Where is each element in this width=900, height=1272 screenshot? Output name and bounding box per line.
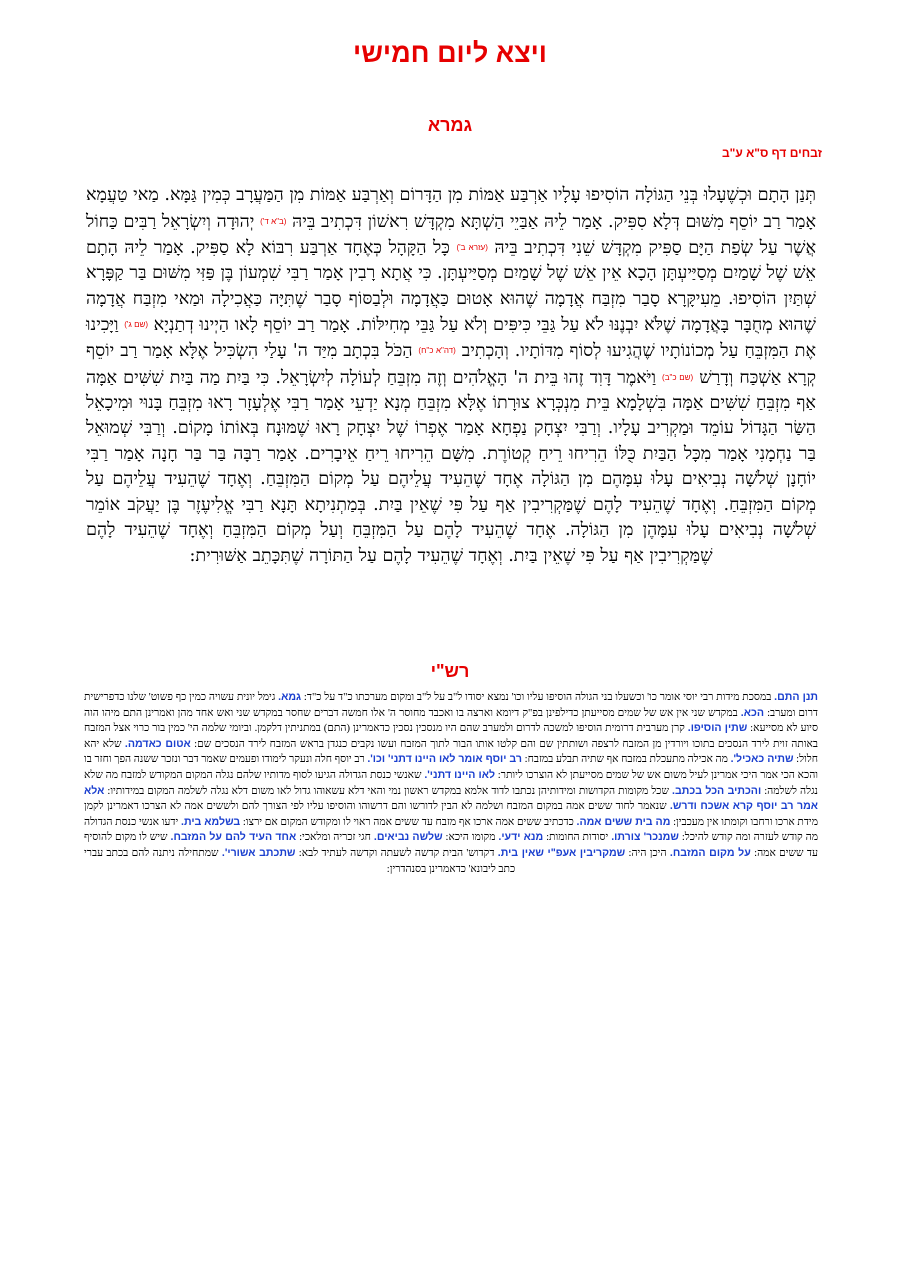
rashi-comment: גימל יונית עשויה כמין כף פשוט' שלנו כדפרישית דרום ומערב: [84,692,818,719]
verse-reference: (שם כ"ב) [662,372,694,382]
dibbur-hamaschil: והכתיב הכל בכתב. [672,784,762,797]
page-title: ויצא ליום חמישי [353,38,547,68]
rashi-comment: מה אכילה מתעכלת במזבח אף שתיה תבלע במזבח: [521,754,731,766]
verse-reference: (דה"א כ"ח) [418,346,456,356]
rashi-comment: יסודות החומות: [543,832,612,844]
rashi-comment: שיש לו מקום להוסיף עד ששים אמה: [84,832,818,859]
gemara-heading: גמרא [427,115,473,135]
gemara-segment: כָּל הַקָּהָל כְּאֶחָד אַרְבַּע רִבּוֹא לָא סַפִּיק. אָמַר לֵיהּ הָתָם אֵשׁ שֶׁל שָׁמַיִם מְסַיַּיעְתָּן הָכָא אֵין אֵשׁ שֶׁל שָׁמַיִם מְסַיַּיעְתָּן. כִּי אֲתָא רָבִין אָמַר רַבִּי שִׁמְעוֹן בֶּן פַּזִּי מִשּׁוּם בַּר קַפָּרָא שְׁתַּיִן הוֹסִיפוּ. מֵעִיקָּרָא סָבַר מִזְבַּח אֲדָמָה שֶׁהוּא אָטוּם כַּאֲדָמָה וּלְבַסּוֹף סָבַר שֶׁתִּיָּה כַּאֲכִילָה וּמַאי מִזְבַּח אֲדָמָה שֶׁהוּא מְחֻבָּר בָּאֲדָמָה שֶׁלֹּא יִבְנֶנּוּ לֹא עַל גַּבֵּי כִּיפִּים וְלֹא עַל גַּבֵּי מְחִילּוֹת. אָמַר רַב יוֹסֵף לָאו הַיְינוּ דְתַנְיָא [86,237,817,335]
rashi-heading: רש"י [430,661,470,681]
verse-reference: (שם ג') [124,320,149,329]
gemara-segment: תְּנַן הָתָם וּכְשֶׁעָלוּ בְּנֵי הַגּוֹלָה הוֹסִיפוּ עָלָיו אַרְבַּע אַמּוֹת מִן הַדָּרוֹם וְאַרְבַּע אַמּוֹת מִן הַמַּעֲרָב כְּמִין גַּמָּא. מַאי טַעֲמָא אָמַר רַב יוֹסֵף מִשּׁוּם דְּלָא סִפִּיק. אָמַר לֵיהּ אַבַּיֵי הַשְׁתָּא מִקְדָּשׁ רִאשׁוֹן דִּכְתִיב בֵּיהּ [86,185,817,232]
dibbur-hamaschil: לאו היינו דתני'. [424,768,495,781]
rashi-comment: מקומו היכא: [442,832,499,844]
rashi-comment: כדכתיב ששים אמה ארכו אף מזבח עד ששים אמה ראוי לו ומקודש המקום אם ירצו: [240,816,577,828]
dibbur-hamaschil: אלא אמר רב יוסף קרא אשכח ודרש. [84,784,818,813]
dibbur-hamaschil: אחד העיד להם על המזבח. [170,831,297,844]
dibbur-hamaschil: גמא. [278,691,302,703]
verse-reference: (עזרא ב') [456,242,488,252]
verse-reference: (ב"א ד') [260,216,287,226]
dibbur-hamaschil: רב יוסף אומר לאו היינו דתני' וכו'. [367,753,522,766]
rashi-comment: שכל מקומות הקדושות ומידותיהן נכתבו לדוד אלמא במקדש ראשון נמי והאי דלא עשאוהו גדול לאו משום דלא נגלה לשלמה המקום במידותיו: [104,785,673,797]
dibbur-hamaschil: שמנכר' צורתו. [611,831,679,844]
rashi-comment: שמתחילה ניתנה להם בכתב עברי כתב ליבונא' כדאמרינן בסנהדרין: [84,847,516,875]
gemara-segment: וַיֹּאמֶר דָּוִד זֶהוּ בֵּית ה' הָאֱלֹהִים וְזֶה מִזְבֵּחַ לְעוֹלָה לְיִשְׂרָאֵל. כִּי בַּיִת מַה בַּיִת שִׁשִּׁים אַמָּה אַף מִזְבֵּחַ שִׁשִּׁים אַמָּה בִּשְׁלָמָא בֵּית מִנְכְּרָא צוּרָתוֹ אֶלָּא מִזְבֵּחַ מְנָא יַדְעֵי אָמַר רַבִּי אֶלְעָזָר רָאוּ מִזְבֵּחַ בָּנוּי וּמִיכָאֵל הַשַּׂר הַגָּדוֹל עוֹמֵד וּמַקְרִיב עָלָיו. וְרַבִּי יִצְחָק נַפְחָא אָמַר אֶפְרוֹ שֶׁל יִצְחָק רָאוּ שֶׁמּוּנָח בְּאוֹתוֹ מָקוֹם. וְרַבִּי שְׁמוּאֵל בַּר נַחְמָנִי אָמַר מִכָּל הַבַּיִת כֻּלּוֹ הֵרִיחוּ רֵיחַ קְטוֹרֶת. מִשָּׁם הֵרִיחוּ רֵיחַ אֵיבָרִים. אָמַר רַבָּה בַּר בַּר חָנָה אָמַר רַבִּי יוֹחָנָן שְׁלֹשָׁה נְבִיאִים עָלוּ עִמָּהֶם מִן הַגּוֹלָה אֶחָד שֶׁהֵעִיד עֲלֵיהֶם עַל מְקוֹם הַמִּזְבֵּחַ. וְאֶחָד שֶׁהֵעִיד עֲלֵיהֶם עַל מְקוֹם הַמִּזְבֵּחַ. וְאֶחָד שֶׁהֵעִיד לָהֶם שֶׁמַּקְרִיבִין אַף עַל פִּי שֶׁאֵין בַּיִת. בְּמַתְנִיתָא תָּנָא רַבִּי אֱלִיעֶזֶר בֶּן יַעֲקֹב אוֹמֵר שְׁלֹשָׁה נְבִיאִים עָלוּ עִמָּהֶן מִן הַגּוֹלָה. אֶחָד שֶׁהֵעִיד לָהֶם עַל הַמִּזְבֵּחַ וְעַל מְקוֹם הַמִּזְבֵּחַ וְאֶחָד שֶׁהֵעִיד לָהֶם שֶׁמַּקְרִיבִין אַף עַל פִּי שֶׁאֵין בַּיִת. וְאֶחָד שֶׁהֵעִיד לָהֶם עַל הַתּוֹרָה שֶׁתִּכָּתֵב אַשּׁוּרִית: [86,367,816,566]
dibbur-hamaschil: הכא. [740,706,764,719]
dibbur-hamaschil: על מקום המזבח. [669,846,751,859]
rashi-comment: במסכת מידות רבי יוסי אומר כו' וכשעלו בני הגולה הוסיפו עליו וכו' נמצא יסודו ל"ב על ל"ב ומקום מערכתו כ"ד על כ"ד: [301,692,775,703]
rashi-comment: שלא יהא חלול: [84,738,818,766]
dibbur-hamaschil: שתין הוסיפו. [687,722,748,735]
rashi-comment: שאנשי כנסת הגדולה הגיעו לסוף מדותיו שלהם נגלה המקום המקודש למזבח מה שלא נגלה לשלמה: [84,769,819,797]
rashi-comment: דקדוש' הבית קדשה לשעתה וקדשה לעתיד לבא: [295,847,498,859]
dibbur-hamaschil: מה בית ששים אמה. [576,815,671,828]
rashi-comment: היכן היה: [625,847,670,859]
dibbur-hamaschil: שתיה כאכיל'. [730,753,794,766]
dibbur-hamaschil: תנן התם. [774,691,818,703]
rashi-comment: רב יוסף חלה ונעקר לימודו ופעמים שאמר דבר ונזכר ששנה הפך וחזר בו והכא הכי אמר היכי אמרינן לעיל משום אש של שמים מסייעתן לא הוצרכו ליותר: [84,754,819,781]
source-reference: זבחים דף ס"א ע"ב [721,146,822,160]
rashi-comment: ידעו אנשי כנסת הגדולה מה קודש לעזרה ומה קודש להיכל: [84,816,819,844]
dibbur-hamaschil: אטום כאדמה. [124,737,191,750]
rashi-text [84,690,818,877]
gemara-segment: יְהוּדָה וְיִשְׂרָאֵל רַבִּים כַּחוֹל אֲשֶׁר עַל שְׂפַת הַיָּם סַפִּיק מִקְדָּשׁ שֵׁנִי דִּכְתִיב בֵּיהּ [86,211,817,258]
rashi-comment: במקדש שני אין אש של שמים מסייעתן כדילפינן בפ"ק דיומא וארצה בו ואכבד מחוסר ה' אלו חמשה דברים שחסר במקדש שני ואש אחד מהן ואמרינן התם מיהו הוה סיוע לא מסייעא: [84,707,818,735]
gemara-text [86,183,816,569]
rashi-comment: חגי זכריה ומלאכי: [296,832,374,844]
gemara-segment: וַיָּכִינוּ אֶת הַמִּזְבֵּחַ עַל מְכוֹנוֹתָיו שֶׁהֲגִיעוּ לְסוֹף מִדּוֹתָיו. וְהָכְתִיב [86,314,817,361]
rashi-comment: שנאמר לחוד ששים אמה במקום המזבח ושלמה לא הבין לדורשו והם דרשוהו והוסיפו עליו לפי הצורך להם ולששים אמה לא הצרכו דאמרינן לקמן מידת ארכו ורחבו וקומתו אין מעכבין: [84,801,818,828]
dibbur-hamaschil: בשלמא בית. [181,815,241,828]
rashi-comment: קרן מערבית דרומית הוסיפו למשכה לדרום ולמערב שהם היו מנסכין נסכין כדאמרינן (התם) במתניתין דלקמן. וביומי שלמה הי' כמין בור כרוי אצל המזבח באותה זוית לירד הנסכים בתוכו ויורדין מן המזבח לרצפה ושותתין שם והם קלטו אותו הבור לתוך המזבח ועשו נקבים כנגדן בראש המזבח לירד הנסכים שם: [84,723,819,750]
dibbur-hamaschil: שמקריבין אעפ"י שאין בית. [497,846,626,859]
gemara-segment: הַכֹּל בִּכְתָב מִיַּד ה' עָלַי הִשְׂכִּיל אֶלָּא אָמַר רַב יוֹסֵף קְרָא אַשְׁכַּח וְדָרַשׁ [86,341,817,388]
dibbur-hamaschil: שלשה נביאים. [373,831,443,844]
dibbur-hamaschil: מנא ידעי. [498,831,544,844]
dibbur-hamaschil: שתכתב אשורי'. [221,846,296,859]
